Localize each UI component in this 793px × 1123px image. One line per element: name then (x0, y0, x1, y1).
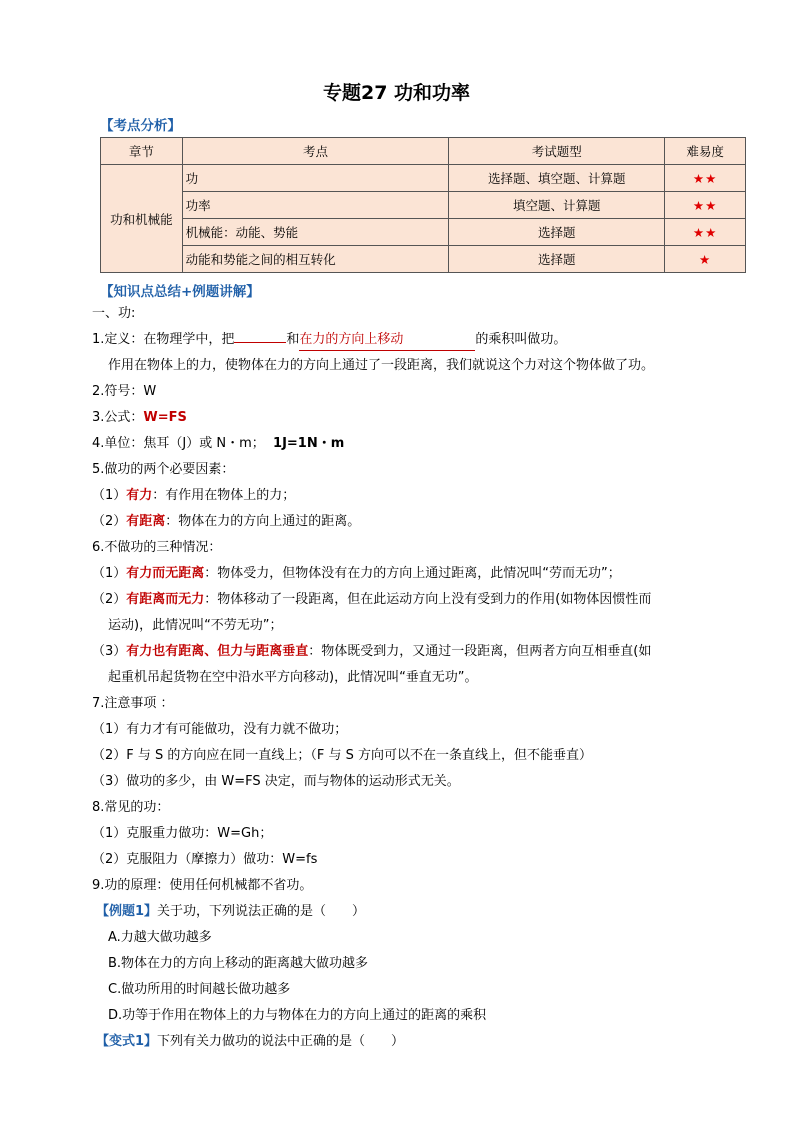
definition-text: 1.定义：在物理学中，把 (92, 332, 235, 347)
table-row (101, 246, 746, 273)
point-cell: 动能和势能之间的相互转化 (182, 246, 449, 273)
point-cell: 功 (182, 165, 449, 192)
blank-2: 在力的方向上移动 (299, 330, 475, 351)
nowork-item (92, 564, 621, 584)
note-item: （3）做功的多少，由 W=FS 决定，而与物体的运动形式无关。 (92, 774, 460, 789)
example-question (96, 902, 365, 922)
option-b: B.物体在力的方向上移动的距离越大做功越多 (108, 956, 369, 971)
example-tag: 【例题1】 (96, 904, 158, 919)
header-point: 考点 (182, 138, 449, 165)
item-text: ：物体在力的方向上通过的距离。 (165, 514, 361, 529)
table-header-row (101, 138, 746, 165)
symbol-line: 2.符号：W (92, 384, 157, 399)
formula-label: 3.公式： (92, 410, 144, 425)
item-text: ：有作用在物体上的力； (152, 488, 296, 503)
key-term: 有力而无距离 (126, 566, 205, 581)
nowork-item-continued: 运动)，此情况叫“不劳无功”； (108, 618, 283, 633)
section-heading-knowledge: 【知识点总结+例题讲解】 (100, 284, 260, 300)
level-stars: ★★ (665, 192, 746, 219)
factors-heading: 5.做功的两个必要因素： (92, 462, 235, 477)
type-cell: 选择题 (449, 246, 665, 273)
variant-question (96, 1032, 404, 1052)
common-heading: 8.常见的功： (92, 800, 170, 815)
table-row (101, 219, 746, 246)
question-text: 下列有关力做功的说法中正确的是（ ） (157, 1034, 405, 1049)
definition-line (92, 330, 566, 351)
nowork-item-continued: 起重机吊起货物在空中沿水平方向移动)，此情况叫“垂直无功”。 (108, 670, 478, 685)
option-d: D.功等于作用在物体上的力与物体在力的方向上通过的距离的乘积 (108, 1008, 487, 1023)
option-c: C.做功所用的时间越长做功越多 (108, 982, 291, 997)
page-title: 专题27 功和功率 (322, 82, 471, 104)
factor-item (92, 486, 295, 506)
header-chapter: 章节 (101, 138, 183, 165)
chapter-cell: 功和机械能 (101, 165, 183, 273)
item-text: ：物体移动了一段距离，但在此运动方向上没有受到力的作用(如物体因惯性而 (204, 592, 652, 607)
definition-explanation: 作用在物体上的力，使物体在力的方向上通过了一段距离，我们就说这个力对这个物体做了功。 (108, 358, 655, 373)
nowork-heading: 6.不做功的三种情况： (92, 540, 222, 555)
item-number: （2） (92, 514, 127, 529)
option-a: A.力越大做功越多 (108, 930, 212, 945)
item-text: ：物体既受到力，又通过一段距离，但两者方向互相垂直(如 (308, 644, 652, 659)
nowork-item (92, 590, 651, 610)
item-number: （3） (92, 644, 127, 659)
point-cell: 机械能：动能、势能 (182, 219, 449, 246)
header-type: 考试题型 (449, 138, 665, 165)
unit-line (92, 434, 344, 454)
level-stars: ★★ (665, 165, 746, 192)
formula-line (92, 408, 187, 428)
section-heading-analysis: 【考点分析】 (100, 118, 181, 134)
unit-value: 1J=1N・m (273, 436, 345, 451)
variant-tag: 【变式1】 (96, 1034, 158, 1049)
item-number: （2） (92, 592, 127, 607)
level-stars: ★★ (665, 219, 746, 246)
unit-label: 4.单位：焦耳（J）或 N・m； (92, 436, 265, 451)
principle-line: 9.功的原理：使用任何机械都不省功。 (92, 878, 313, 893)
question-text: 关于功，下列说法正确的是（ ） (157, 904, 366, 919)
common-item: （1）克服重力做功：W=Gh； (92, 826, 273, 841)
item-number: （1） (92, 488, 127, 503)
definition-and: 和 (286, 332, 300, 347)
type-cell: 填空题、计算题 (449, 192, 665, 219)
type-cell: 选择题 (449, 219, 665, 246)
key-term: 有力 (126, 488, 153, 503)
key-term: 有距离 (126, 514, 166, 529)
notes-heading: 7.注意事项 ： (92, 696, 174, 711)
formula-value: W=FS (143, 410, 187, 425)
item-text: ：物体受力，但物体没有在力的方向上通过距离，此情况叫“劳而无功”； (204, 566, 621, 581)
blank-1 (234, 342, 286, 343)
key-term: 有力也有距离、但力与距离垂直 (126, 644, 309, 659)
note-item: （2）F 与 S 的方向应在同一直线上；（F 与 S 方向可以不在一条直线上，但不能垂直） (92, 748, 593, 763)
type-cell: 选择题、填空题、计算题 (449, 165, 665, 192)
exam-point-table (100, 137, 746, 273)
heading-work: 一、功: (92, 306, 136, 321)
point-cell: 功率 (182, 192, 449, 219)
definition-end: 的乘积叫做功。 (475, 332, 567, 347)
key-term: 有距离而无力 (126, 592, 205, 607)
nowork-item (92, 642, 651, 662)
factor-item (92, 512, 360, 532)
level-stars: ★ (665, 246, 746, 273)
table-row (101, 192, 746, 219)
item-number: （1） (92, 566, 127, 581)
common-item: （2）克服阻力（摩擦力）做功：W=fs (92, 852, 318, 867)
header-level: 难易度 (665, 138, 746, 165)
table-row (101, 165, 746, 192)
note-item: （1）有力才有可能做功，没有力就不做功； (92, 722, 348, 737)
